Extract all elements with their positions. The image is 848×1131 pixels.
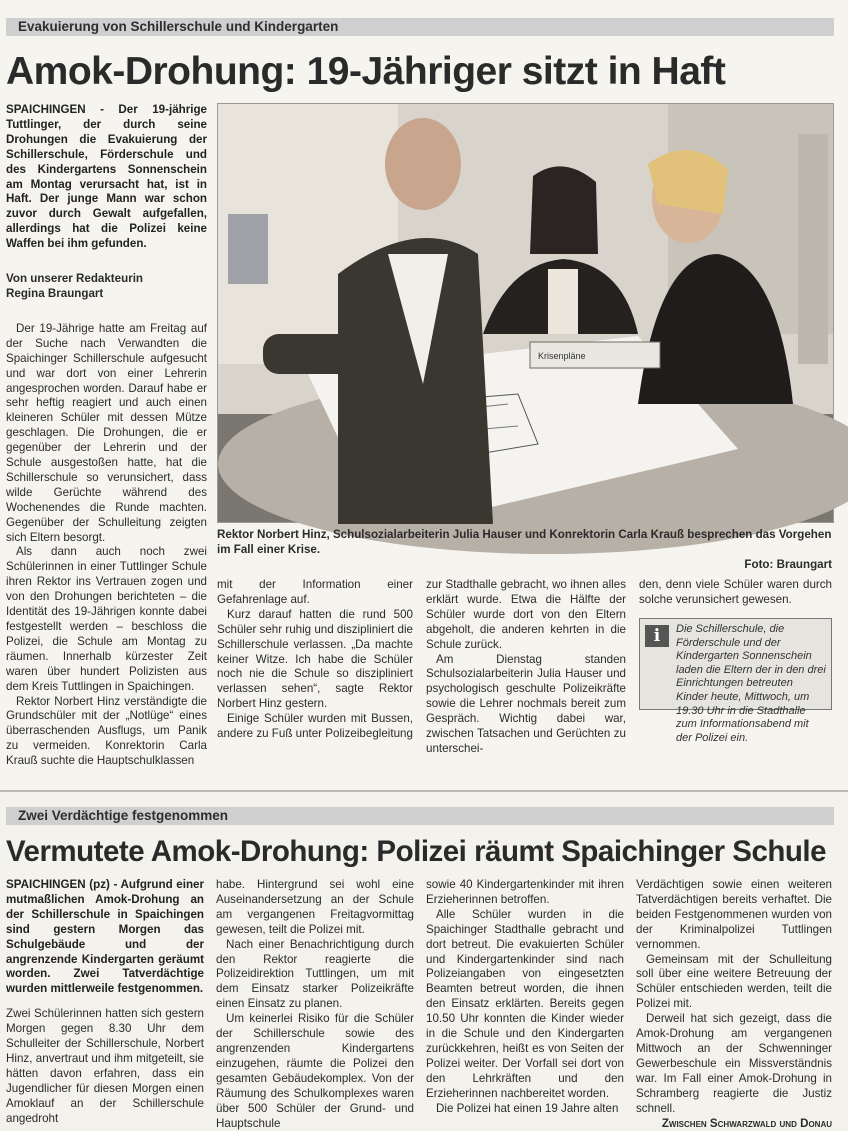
kicker-bar: Zwei Verdächtige festgenommen	[6, 807, 834, 825]
body-paragraph: Am Dienstag standen Schulsozialarbeiterin Julia Hauser und psychologisch geschulte Polizeikräfte sowie die Lehrer nochmals bereit zum Gespräch. Wichtig dabei war, zwischen Tatsachen und Gerüchten zu unterschei-	[426, 653, 626, 757]
article-clipping-bottom	[0, 792, 848, 1112]
byline	[6, 272, 207, 302]
lead-text: - Aufgrund einer mutmaßlichen Amok-Drohung an der Schillerschule in Spaichingen sind gestern Morgen das Schulgebäude und der angrenzende Kindergarten geräumt worden. Zwei Tatverdächtige wurden mittlerweile festgenommen.	[6, 878, 204, 995]
body-paragraph: habe. Hintergrund sei wohl eine Auseinandersetzung an der Schule am vergangenen Freitagvormittag gewesen, teilt die Polizei mit.	[216, 878, 414, 938]
body-paragraph: Als dann auch noch zwei Schülerinnen in einer Tuttlinger Schule ihren Rektor ins Vertrauen zogen und von den Drohungen berichteten – die Identität des 19-Jährigen konnte dabei festgestellt werden – beschloss die Polizei, die Schule am Montag zu räumen. Innerhalb kürzester Zeit waren über hundert Polizisten aus dem Kreis Tuttlingen in Spaichingen.	[6, 545, 207, 694]
page-title: Amok-Drohung: 19-Jähriger sitzt in Haft	[6, 44, 838, 100]
info-icon: i	[645, 625, 669, 647]
byline-author: Regina Braungart	[6, 287, 103, 300]
folder-label: Krisenpläne	[538, 351, 586, 361]
body-paragraph: Der 19-Jährige hatte am Freitag auf der Suche nach Verwandten die Spaichinger Schillerschule aufgesucht und war dort von einer Lehrerin angesprochen worden. Darauf habe er sehr heftig reagiert und auch einen kleineren Schüler mit dessen Mütze geschlagen. Die Drohungen, die er gegenüber der Lehrerin und der Schule ausgestoßen hatte, hat die Schillerschule so verunsichert, dass wilde Gerüchte während des Wochenendes die Runde machten. Gegenüber der Schulleitung zeigten sich Eltern besorgt.	[6, 322, 207, 546]
photo-credit: Foto: Braungart	[217, 558, 832, 573]
body-paragraph: Gemeinsam mit der Schulleitung soll über eine weitere Betreuung der Schüler entschieden werden, teilt die Polizei mit.	[636, 953, 832, 1013]
news-photo	[217, 103, 834, 523]
body-paragraph: sowie 40 Kindergartenkinder mit ihren Erzieherinnen betroffen.	[426, 878, 624, 908]
dateline: SPAICHINGEN	[6, 103, 86, 116]
column-1	[6, 878, 204, 1127]
column-2	[216, 878, 414, 1131]
dateline: SPAICHINGEN (pz)	[6, 878, 110, 891]
caption-text: Rektor Norbert Hinz, Schulsozialarbeiterin Julia Hauser und Konrektorin Carla Krauß besprechen das Vorgehen im Fall einer Krise.	[217, 528, 831, 556]
lead-text: - Der 19-jährige Tuttlinger, der durch seine Drohungen die Evakuierung der Schillerschule, Förderschule und des Kindergartens Sonnenschein am Montag verursacht hat, ist in Haft. Der junge Mann war schon zuvor durch Gewalt aufgefallen, allerdings hat die Polizei keine Waffen bei ihm gefunden.	[6, 103, 207, 250]
lead-paragraph	[6, 103, 207, 252]
info-box	[639, 618, 832, 710]
body-paragraph: Die Polizei hat einen 19 Jahre alten	[426, 1102, 624, 1117]
column-2	[217, 578, 413, 742]
kicker-bar: Evakuierung von Schillerschule und Kindergarten	[6, 18, 834, 36]
body-paragraph: den, denn viele Schüler waren durch solche verunsichert gewesen.	[639, 578, 832, 608]
body-paragraph: Nach einer Benachrichtigung durch den Rektor reagierte die Polizeidirektion Tuttlingen, um mit dem Einsatz starker Polizeikräfte einen Einsatz zu planen.	[216, 938, 414, 1013]
byline-role: Von unserer Redakteurin	[6, 272, 143, 285]
body-paragraph: Verdächtigen sowie einen weiteren Tatverdächtigen bereits verhaftet. Die beiden Festgenommenen wurden von der Kriminalpolizei Tuttlingen vernommen.	[636, 878, 832, 953]
column-3	[426, 578, 626, 757]
column-1	[6, 103, 207, 769]
body-paragraph: Zwei Schülerinnen hatten sich gestern Morgen gegen 8.30 Uhr dem Schulleiter der Schillerschule, Norbert Hinz, anvertraut und ihm mitgeteilt, sie hätten davon erfahren, dass ein Jugendlicher für diesen Morgen einen Amoklauf an der Schillerschule angedroht	[6, 1007, 204, 1126]
body-paragraph: Kurz darauf hatten die rund 500 Schüler sehr ruhig und diszipliniert die Schillerschule verlassen. „Da machte keiner Witze. Ich habe die Schüler noch nie die Schule so diszipliniert verlassen sehen“, sagte Rektor Norbert Hinz gestern.	[217, 608, 413, 712]
info-text: Die Schillerschule, die Förderschule und der Kindergarten Sonnenschein laden die Eltern der in den drei Einrichtungen betreuten Kinder heute, Mittwoch, um 19.30 Uhr in die Stadthalle zum Informationsabend mit der Polizei ein.	[676, 623, 826, 744]
lead-paragraph	[6, 878, 204, 997]
body-paragraph: zur Stadthalle gebracht, wo ihnen alles erklärt wurde. Etwa die Hälfte der Schüler wurde dort von den Eltern abgeholt, die anderen kehrten in die Schule zurück.	[426, 578, 626, 653]
signature: Zwischen Schwarzwald und Donau	[636, 1117, 832, 1131]
body-paragraph: Derweil hat sich gezeigt, dass die Amok-Drohung am vergangenen Mittwoch an der Schwenninger Gewerbeschule ein Missverständnis war. Im Fall einer Amok-Drohung in Schramberg reagierte die Justiz schnell.	[636, 1012, 832, 1116]
photo-caption	[217, 528, 832, 573]
body-paragraph: Rektor Norbert Hinz verständigte die Grundschüler mit der „Notlüge“ eines überraschenden Ausflugs, um Panik zu vermeiden. Konrektorin Carla Krauß suchte die Hauptschulklassen	[6, 695, 207, 770]
column-4	[636, 878, 832, 1131]
body-paragraph: mit der Information einer Gefahrenlage auf.	[217, 578, 413, 608]
column-3	[426, 878, 624, 1117]
article-headline: Vermutete Amok-Drohung: Polizei räumt Spaichinger Schule	[6, 830, 838, 874]
column-4	[639, 578, 832, 608]
body-paragraph: Um keinerlei Risiko für die Schüler der Schillerschule sowie des angrenzenden Kindergartens einzugehen, räumte die Polizei den gesamten Gebäudekomplex. Von der Räumung des Schulkomplexes waren über 500 Schüler der Grund- und Hauptschule	[216, 1012, 414, 1131]
body-paragraph: Einige Schüler wurden mit Bussen, andere zu Fuß unter Polizeibegleitung	[217, 712, 413, 742]
body-paragraph: Alle Schüler wurden in die Spaichinger Stadthalle gebracht und dort betreut. Die evakuierten Schüler und Kindergartenkinder sind nach Polizeiangaben von eingesetzten Beamten betreut worden, die ihnen den Einsatz erklärten. Bereits gegen 10.50 Uhr konnten die Kinder wieder in die Schule und den Kindergarten zurückkehren, heißt es von Seiten der Polizei weiter. Der Vorfall sei dort von den Lehrkräften und den Erzieherinnen nachbereitet worden.	[426, 908, 624, 1102]
